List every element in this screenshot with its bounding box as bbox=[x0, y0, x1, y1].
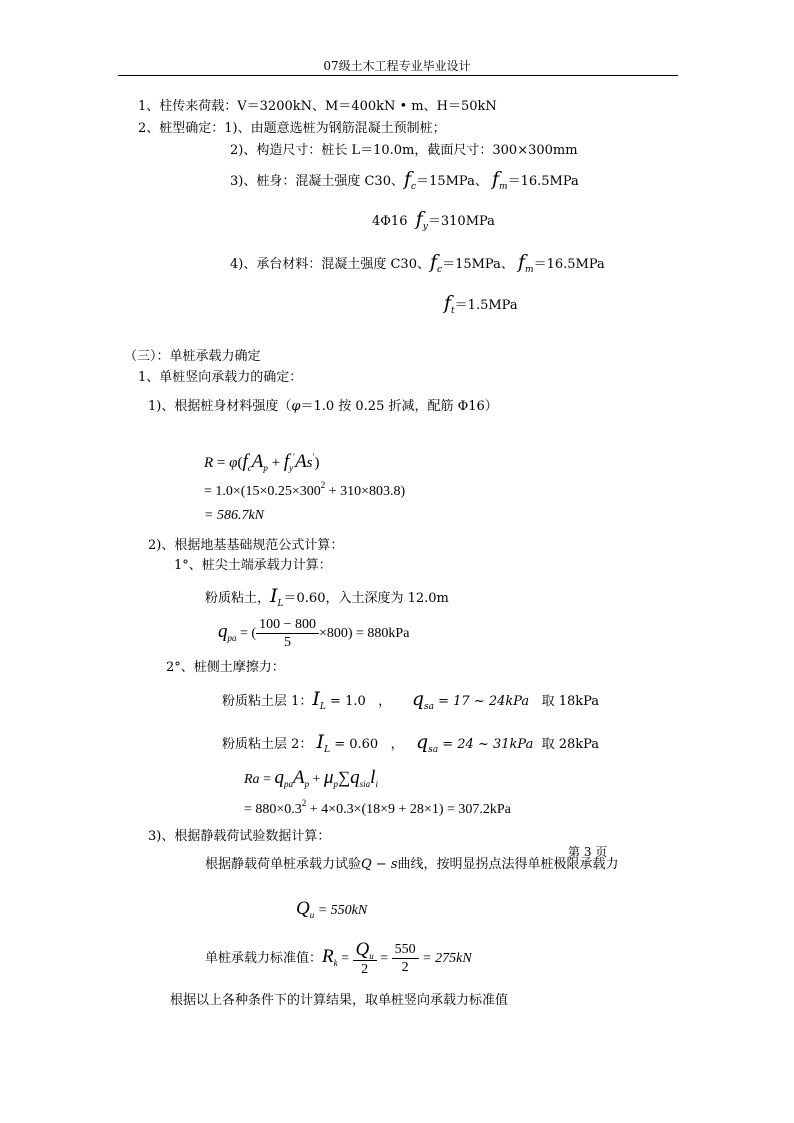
ra-result-a: = 880×0.3 bbox=[244, 802, 302, 817]
layer2-q: = 24 ~ 31kPa bbox=[442, 737, 534, 752]
static-load-b: 曲线，按明显拐点法得单桩极限承载力 bbox=[397, 857, 619, 872]
qu-value: = 550kN bbox=[317, 903, 368, 918]
layer1-il: = 1.0 bbox=[330, 694, 366, 709]
formula-r-step: = $1.0\times(15\times 0.25\times 300^2 + 310\times 803.8)$ bbox=[204, 480, 406, 499]
pile-type-line: 2、桩型确定：1)、由题意选桩为钢筋混凝土预制桩； bbox=[138, 121, 446, 136]
section-heading: （三）：单桩承载力确定 bbox=[124, 349, 261, 364]
method3-line: 3)、根据静载荷试验数据计算： bbox=[148, 829, 331, 844]
method2-sub2: 2°、桩侧土摩擦力： bbox=[166, 660, 285, 675]
pile-tip-soil-line: 粉质粘土，$I_L=0.60$，入土深度为 12.0m bbox=[205, 585, 449, 609]
load-line: 1、柱传来荷载：V＝3200kN、M＝400kN • m、H＝50kN bbox=[138, 99, 497, 114]
rk-denominator: 2 bbox=[401, 959, 409, 975]
method2-line: 2)、根据地基基础规范公式计算： bbox=[148, 538, 344, 553]
qpa-tail: ×800) = 880kPa bbox=[318, 626, 410, 642]
formula-qu: $Q_u = 550kN$ bbox=[296, 898, 368, 920]
pile-tip-soil-a: 粉质粘土， bbox=[205, 591, 271, 606]
static-load-line: 根据静载荷单桩承载力试验Q − s曲线，按明显拐点法得单桩极限承载力 bbox=[205, 857, 619, 872]
formula-r-result: = 586.7kN bbox=[204, 508, 264, 523]
pile-body-line: 3)、桩身：混凝土强度 C30、$f_c=15MPa$、 $f_m=16.5MPa$ bbox=[230, 168, 579, 192]
formula-qpa: $q_{pa}$ = ( $\frac{100 - 800}{5}$ ×800) = 880kPa bbox=[218, 617, 410, 650]
layer1-q: = 17 ~ 24kPa bbox=[438, 694, 530, 709]
pile-body-prefix: 3)、桩身：混凝土强度 C30、 bbox=[230, 174, 404, 189]
method1-text: 1)、根据桩身材料强度（ bbox=[148, 399, 292, 414]
subsection-heading: 1、单桩竖向承载力的确定： bbox=[138, 370, 303, 385]
layer1-take: 取 18kPa bbox=[541, 694, 600, 709]
dimension-line: 2)、构造尺寸：桩长 L＝10.0m，截面尺寸：300×300mm bbox=[230, 143, 578, 158]
formula-ra-result: = $880\times 0.3^2 + 4\times 0.3\times(18\times 9 + 28\times 1) = 307.2kPa$ bbox=[244, 798, 511, 817]
layer2-take: 取 28kPa bbox=[541, 737, 600, 752]
cap-material-line: 4)、承台材料：混凝土强度 C30、$f_c=15MPa$、 $f_m=16.5MPa$ bbox=[230, 251, 605, 275]
rk-line: 单桩承载力标准值：$R_k$ = $\frac{Q_u}{2}$ = $\frac{550}{2}$ = 275kN bbox=[205, 939, 472, 977]
qpa-numerator: 100 − 800 bbox=[256, 618, 319, 634]
method1-line: 1)、根据桩身材料强度（φ＝1.0 按 0.25 折减，配筋 Φ16） bbox=[148, 399, 498, 414]
rk-label: 单桩承载力标准值： bbox=[205, 951, 323, 966]
soil-layer-1: 粉质粘土层 1：$I_L = 1.0$ ， $q_{sa} = 17$ ~ 24kPa 取 18kPa bbox=[222, 688, 600, 712]
cap-ft-line: $f_t=1.5MPa$ bbox=[444, 292, 518, 316]
conclusion-line: 根据以上各种条件下的计算结果，取单桩竖向承载力标准值 bbox=[170, 993, 509, 1008]
method2-sub1: 1°、桩尖土端承载力计算： bbox=[174, 558, 332, 573]
cap-prefix: 4)、承台材料：混凝土强度 C30、 bbox=[230, 257, 430, 272]
cap-fm: ＝16.5MPa bbox=[533, 257, 605, 272]
formula-ra: $Ra = q_{pa}A_p + \mu_p\sum q_{sia}l_i$ bbox=[244, 767, 378, 789]
pile-body-fm: ＝16.5MPa bbox=[507, 174, 579, 189]
formula-r-step-a: = 1.0×(15×0.25×300 bbox=[204, 484, 321, 499]
qpa-denominator: 5 bbox=[284, 635, 292, 650]
static-load-a: 根据静载荷单桩承载力试验 bbox=[205, 857, 362, 872]
layer2-il: = 0.60 bbox=[334, 737, 379, 752]
rk-result: = 275kN bbox=[422, 950, 472, 966]
cap-fc: ＝15MPa、 bbox=[442, 257, 514, 272]
cap-ft: ＝1.5MPa bbox=[454, 298, 518, 313]
header-rule bbox=[118, 75, 678, 76]
method1-text-b: ＝1.0 按 0.25 折减，配筋 Φ16） bbox=[300, 399, 498, 414]
page-header: 07级土木工程专业毕业设计 bbox=[323, 59, 471, 73]
rebar-prefix: 4Φ16 bbox=[372, 214, 408, 229]
rebar-line: 4Φ16 $f_y=310MPa$ bbox=[372, 208, 495, 232]
pile-tip-soil-b: ＝0.60，入土深度为 12.0m bbox=[283, 591, 449, 606]
layer2-label: 粉质粘土层 2： bbox=[222, 737, 313, 752]
soil-layer-2: 粉质粘土层 2： $I_L = 0.60$ ， $q_{sa} = 24$ ~ 31kPa 取 28kPa bbox=[222, 731, 600, 755]
pile-body-fc: ＝15MPa、 bbox=[416, 174, 488, 189]
rebar-fy: ＝310MPa bbox=[427, 214, 495, 229]
ra-result-b: + 4×0.3×(18×9 + 28×1) = 307.2kPa bbox=[306, 802, 511, 817]
formula-r: $R = \varphi(f_cA_p + f_y'As')$ bbox=[204, 451, 320, 473]
page-number: 第 3 页 bbox=[568, 845, 608, 859]
layer1-label: 粉质粘土层 1： bbox=[222, 694, 313, 709]
rk-numerator: 550 bbox=[392, 943, 419, 959]
formula-r-step-b: + 310×803.8) bbox=[325, 484, 406, 499]
